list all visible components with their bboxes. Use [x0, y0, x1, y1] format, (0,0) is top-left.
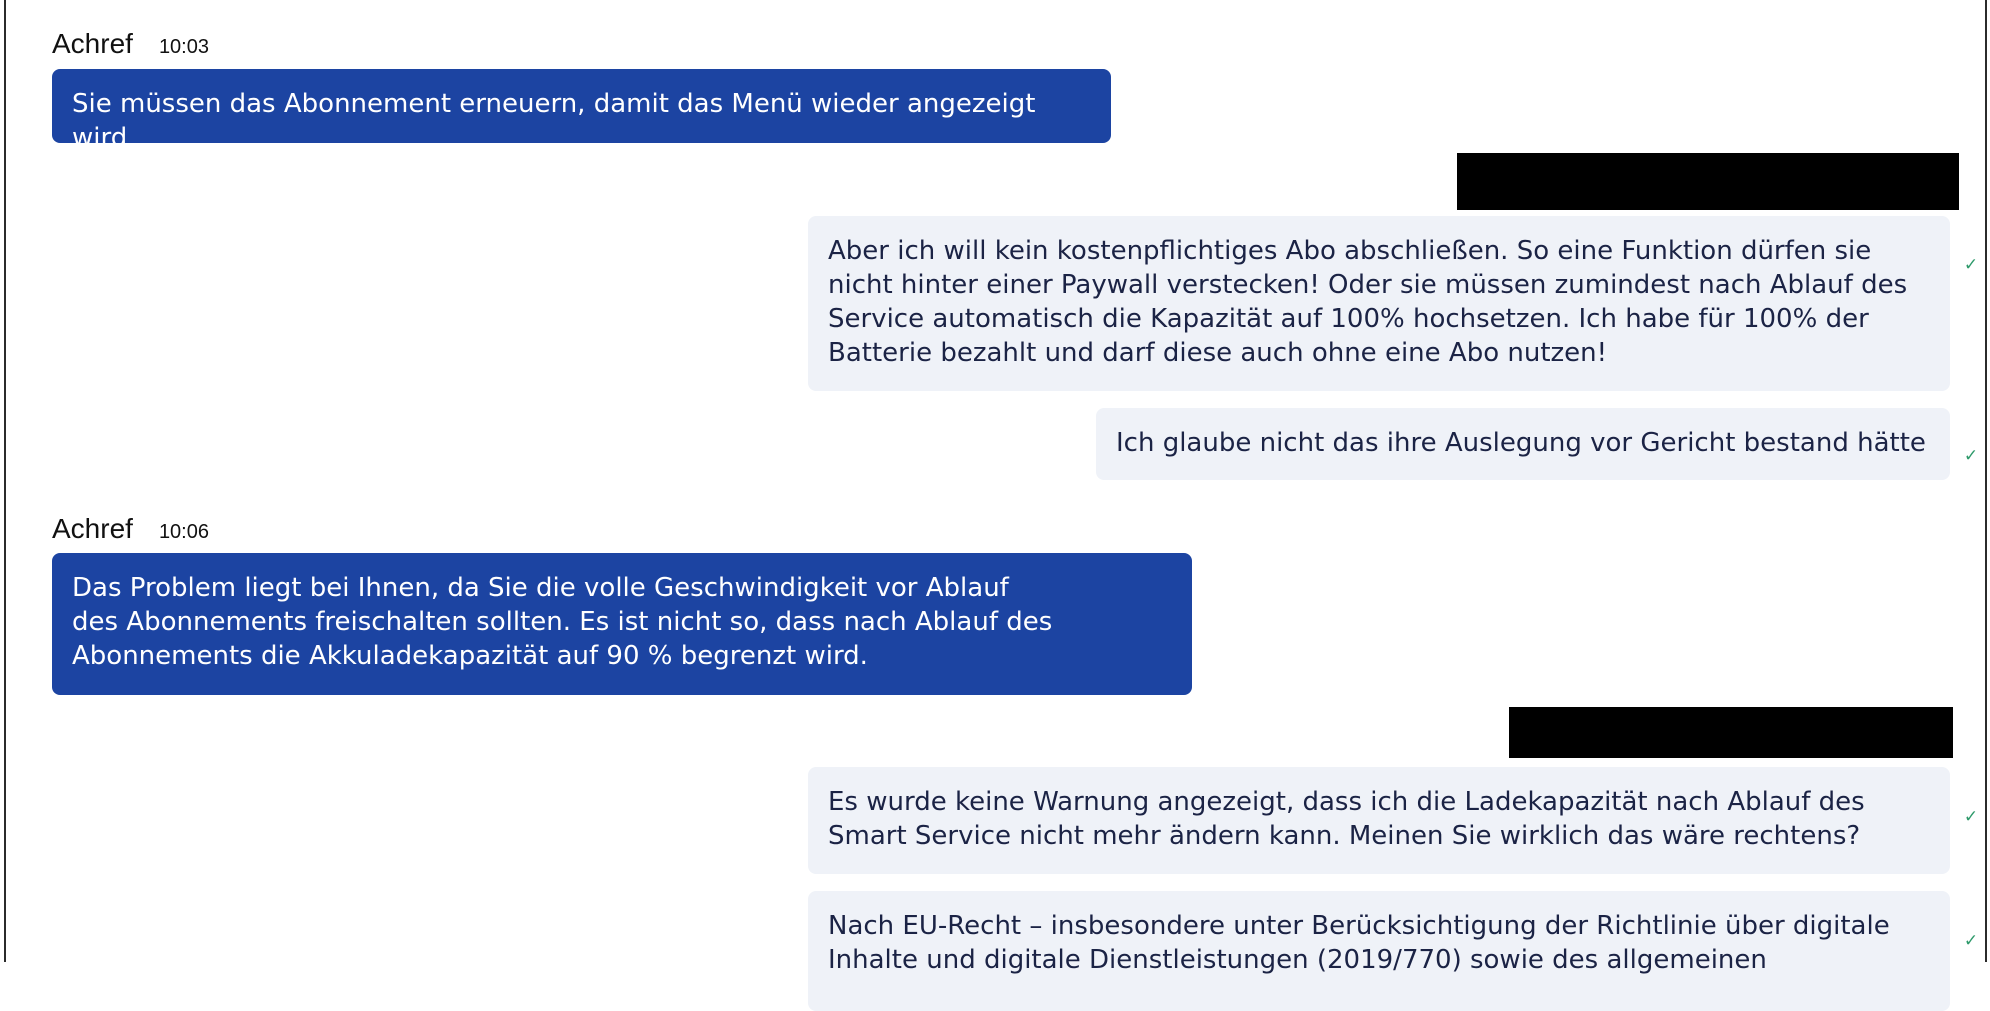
message-text: Nach EU-Recht – insbesondere unter Berücksichtigung der Richtlinie über digitale Inhalte und digitale Dienstleistungen (2019/770) sowie des allgemeinen: [828, 911, 1890, 975]
sender-header: [52, 28, 209, 60]
message-text: Ich glaube nicht das ihre Auslegung vor Gericht bestand hätte: [1116, 428, 1926, 458]
check-icon: ✓: [1963, 807, 1979, 827]
sender-header: [52, 513, 209, 545]
message-text: Das Problem liegt bei Ihnen, da Sie die volle Geschwindigkeit vor Ablauf des Abonnements freischalten sollten. Es ist nicht so, dass nach Ablauf des Abonnements die Akkuladekapazität auf 90 % begrenzt wird.: [72, 573, 1053, 671]
check-icon: ✓: [1963, 255, 1979, 275]
check-icon: ✓: [1963, 446, 1979, 466]
user-message-bubble: [808, 216, 1950, 391]
user-message-bubble: [808, 891, 1950, 1011]
user-message-bubble: [1096, 408, 1950, 480]
sender-name: Achref: [52, 513, 133, 544]
message-text: Aber ich will kein kostenpflichtiges Abo abschließen. So eine Funktion dürfen sie nicht hinter einer Paywall verstecken! Oder sie müssen zumindest nach Ablauf des Service automatisch die Kapazität auf 100% hochsetzen. Ich habe für 100% der Batterie bezahlt und darf diese auch ohne eine Abo nutzen!: [828, 236, 1908, 368]
user-message-bubble: [808, 767, 1950, 874]
message-timestamp: 10:06: [158, 521, 209, 543]
message-timestamp: 10:03: [158, 36, 209, 58]
chat-window: [4, 0, 1987, 975]
redacted-sender: [1509, 707, 1953, 758]
check-icon: ✓: [1963, 931, 1979, 951]
agent-message-bubble: [52, 69, 1111, 153]
message-text: Es wurde keine Warnung angezeigt, dass ich die Ladekapazität nach Ablauf des Smart Service nicht mehr ändern kann. Meinen Sie wirklich das wäre rechtens?: [828, 787, 1865, 851]
sender-name: Achref: [52, 28, 133, 59]
message-text: Sie müssen das Abonnement erneuern, damit das Menü wieder angezeigt wird: [72, 89, 1036, 153]
agent-message-bubble: [52, 553, 1192, 695]
redacted-sender: [1457, 153, 1959, 210]
